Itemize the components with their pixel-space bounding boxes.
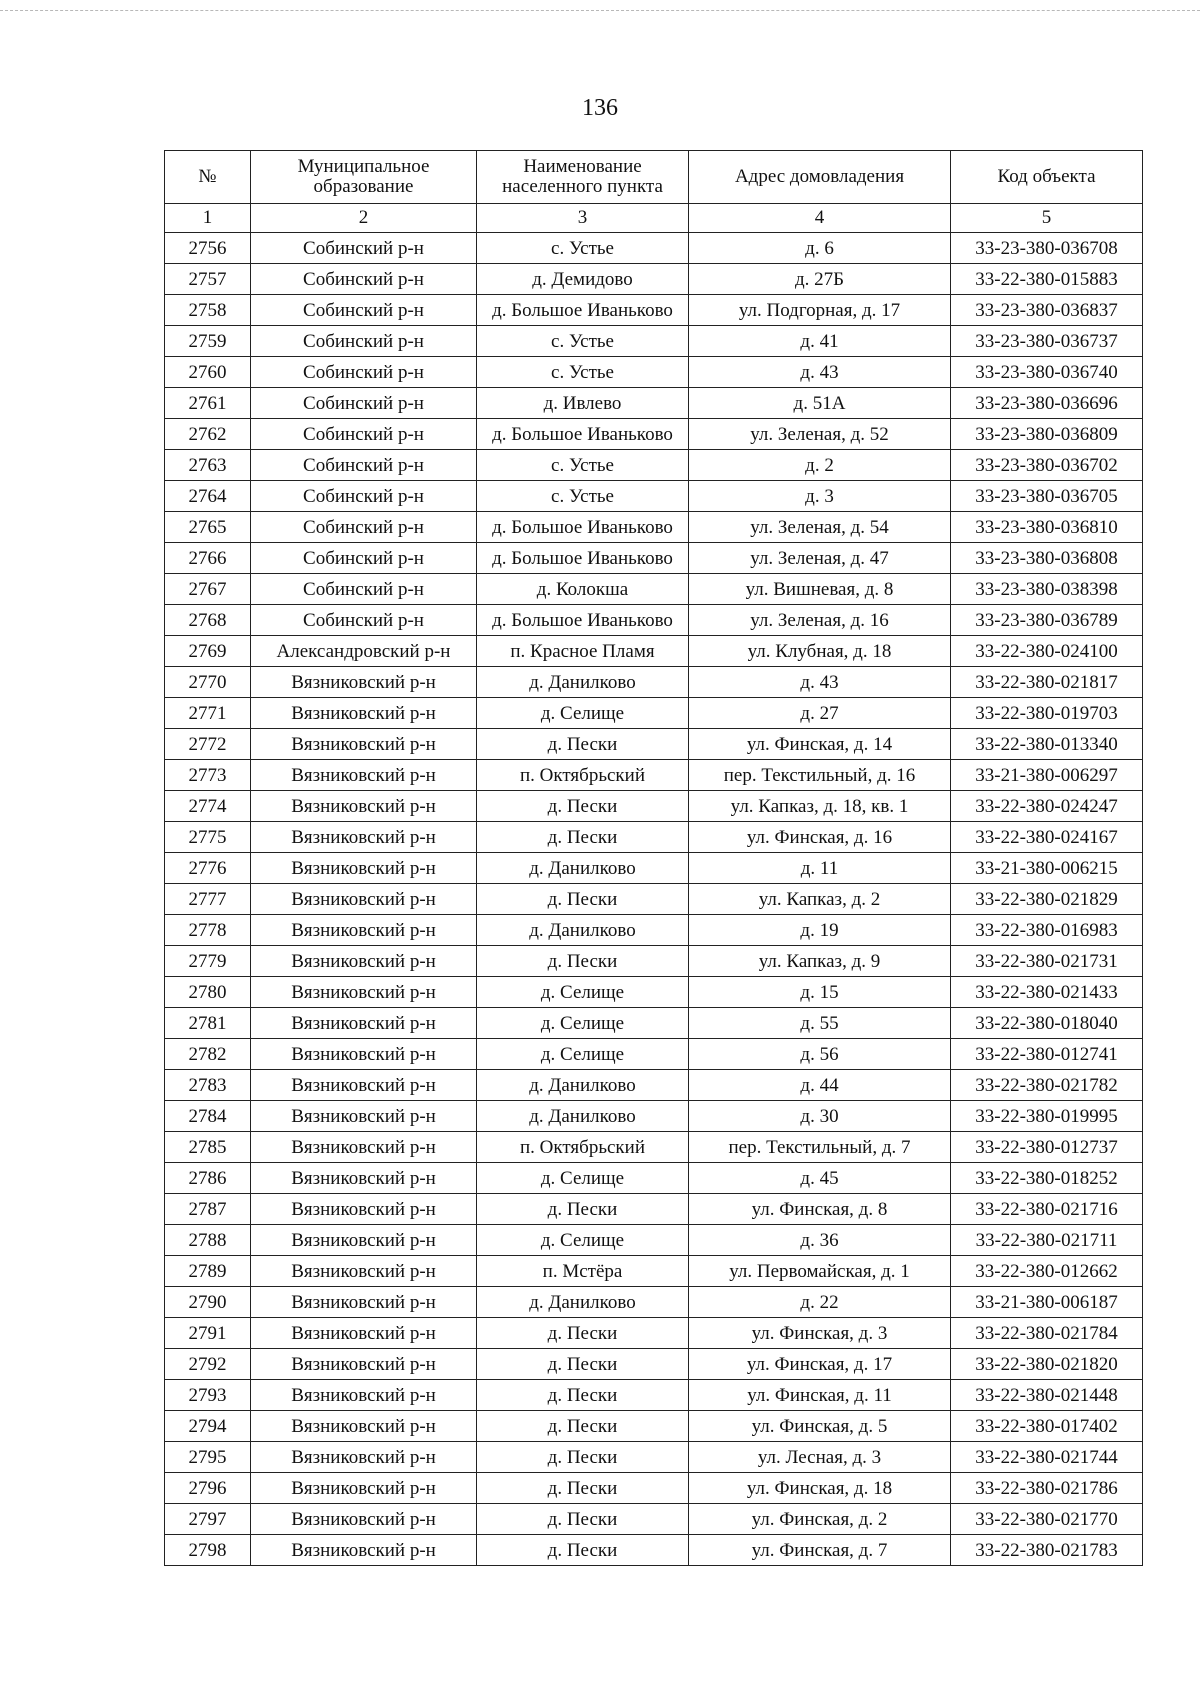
municipality-cell: Собинский р-н xyxy=(251,574,477,605)
municipality-cell: Вязниковский р-н xyxy=(251,1008,477,1039)
address-cell: ул. Первомайская, д. 1 xyxy=(689,1256,951,1287)
row-number: 2788 xyxy=(165,1225,251,1256)
column-number: 4 xyxy=(689,204,951,233)
address-cell: д. 27 xyxy=(689,698,951,729)
table-row xyxy=(165,1287,1143,1318)
row-number: 2785 xyxy=(165,1132,251,1163)
municipality-cell: Вязниковский р-н xyxy=(251,822,477,853)
table-row xyxy=(165,326,1143,357)
address-cell: ул. Финская, д. 11 xyxy=(689,1380,951,1411)
municipality-cell: Вязниковский р-н xyxy=(251,946,477,977)
address-cell: д. 30 xyxy=(689,1101,951,1132)
row-number: 2778 xyxy=(165,915,251,946)
settlement-cell: д. Большое Иваньково xyxy=(477,512,689,543)
object-code-cell: 33-23-380-036789 xyxy=(951,605,1143,636)
settlement-cell: д. Селище xyxy=(477,1008,689,1039)
row-number: 2784 xyxy=(165,1101,251,1132)
municipality-cell: Вязниковский р-н xyxy=(251,1442,477,1473)
row-number: 2774 xyxy=(165,791,251,822)
table-row xyxy=(165,1318,1143,1349)
settlement-cell: п. Красное Пламя xyxy=(477,636,689,667)
municipality-cell: Собинский р-н xyxy=(251,388,477,419)
table-row xyxy=(165,760,1143,791)
row-number: 2776 xyxy=(165,853,251,884)
address-cell: д. 41 xyxy=(689,326,951,357)
address-cell: д. 2 xyxy=(689,450,951,481)
row-number: 2756 xyxy=(165,233,251,264)
object-code-cell: 33-22-380-021433 xyxy=(951,977,1143,1008)
column-number: 1 xyxy=(165,204,251,233)
table-row xyxy=(165,1535,1143,1566)
settlement-cell: д. Селище xyxy=(477,698,689,729)
column-number: 5 xyxy=(951,204,1143,233)
address-cell: ул. Финская, д. 5 xyxy=(689,1411,951,1442)
object-code-cell: 33-22-380-021770 xyxy=(951,1504,1143,1535)
table-row xyxy=(165,543,1143,574)
municipality-cell: Вязниковский р-н xyxy=(251,1225,477,1256)
municipality-cell: Вязниковский р-н xyxy=(251,1132,477,1163)
municipality-cell: Собинский р-н xyxy=(251,357,477,388)
object-code-cell: 33-23-380-036837 xyxy=(951,295,1143,326)
address-cell: ул. Зеленая, д. 47 xyxy=(689,543,951,574)
municipality-cell: Вязниковский р-н xyxy=(251,791,477,822)
address-cell: ул. Зеленая, д. 16 xyxy=(689,605,951,636)
table-row xyxy=(165,1008,1143,1039)
row-number: 2794 xyxy=(165,1411,251,1442)
table-row xyxy=(165,264,1143,295)
municipality-cell: Вязниковский р-н xyxy=(251,1535,477,1566)
address-cell: пер. Текстильный, д. 7 xyxy=(689,1132,951,1163)
object-code-cell: 33-22-380-024100 xyxy=(951,636,1143,667)
object-code-cell: 33-23-380-038398 xyxy=(951,574,1143,605)
address-cell: ул. Капказ, д. 18, кв. 1 xyxy=(689,791,951,822)
municipality-cell: Собинский р-н xyxy=(251,326,477,357)
table-row xyxy=(165,1473,1143,1504)
object-code-cell: 33-22-380-019995 xyxy=(951,1101,1143,1132)
row-number: 2795 xyxy=(165,1442,251,1473)
table-header xyxy=(165,151,1143,233)
table-row xyxy=(165,1504,1143,1535)
address-cell: д. 56 xyxy=(689,1039,951,1070)
object-code-cell: 33-22-380-021784 xyxy=(951,1318,1143,1349)
municipality-cell: Александровский р-н xyxy=(251,636,477,667)
municipality-cell: Вязниковский р-н xyxy=(251,1473,477,1504)
row-number: 2760 xyxy=(165,357,251,388)
address-cell: д. 36 xyxy=(689,1225,951,1256)
settlement-cell: д. Пески xyxy=(477,1442,689,1473)
address-cell: ул. Капказ, д. 2 xyxy=(689,884,951,915)
table-row xyxy=(165,481,1143,512)
object-code-cell: 33-22-380-024247 xyxy=(951,791,1143,822)
table-row xyxy=(165,1101,1143,1132)
row-number: 2762 xyxy=(165,419,251,450)
row-number: 2797 xyxy=(165,1504,251,1535)
settlement-cell: д. Данилково xyxy=(477,1070,689,1101)
header-municipality: Муниципальное образование xyxy=(251,151,477,204)
table-row xyxy=(165,667,1143,698)
settlement-cell: д. Селище xyxy=(477,977,689,1008)
municipality-cell: Вязниковский р-н xyxy=(251,1411,477,1442)
row-number: 2796 xyxy=(165,1473,251,1504)
object-code-cell: 33-22-380-015883 xyxy=(951,264,1143,295)
table-row xyxy=(165,1225,1143,1256)
settlement-cell: д. Пески xyxy=(477,946,689,977)
row-number: 2783 xyxy=(165,1070,251,1101)
table-row xyxy=(165,791,1143,822)
address-cell: д. 22 xyxy=(689,1287,951,1318)
address-cell: пер. Текстильный, д. 16 xyxy=(689,760,951,791)
row-number: 2777 xyxy=(165,884,251,915)
object-code-cell: 33-22-380-018040 xyxy=(951,1008,1143,1039)
settlement-cell: д. Пески xyxy=(477,729,689,760)
row-number: 2772 xyxy=(165,729,251,760)
object-code-cell: 33-22-380-016983 xyxy=(951,915,1143,946)
municipality-cell: Собинский р-н xyxy=(251,450,477,481)
table-row xyxy=(165,977,1143,1008)
object-code-cell: 33-22-380-021448 xyxy=(951,1380,1143,1411)
settlement-cell: п. Октябрьский xyxy=(477,760,689,791)
object-code-cell: 33-22-380-021744 xyxy=(951,1442,1143,1473)
header-row xyxy=(165,151,1143,204)
object-code-cell: 33-22-380-021716 xyxy=(951,1194,1143,1225)
row-number: 2792 xyxy=(165,1349,251,1380)
object-code-cell: 33-22-380-012662 xyxy=(951,1256,1143,1287)
municipality-cell: Вязниковский р-н xyxy=(251,1287,477,1318)
settlement-cell: д. Селище xyxy=(477,1225,689,1256)
settlement-cell: д. Данилково xyxy=(477,915,689,946)
row-number: 2786 xyxy=(165,1163,251,1194)
object-code-cell: 33-22-380-021711 xyxy=(951,1225,1143,1256)
municipality-cell: Вязниковский р-н xyxy=(251,1163,477,1194)
row-number: 2789 xyxy=(165,1256,251,1287)
row-number: 2790 xyxy=(165,1287,251,1318)
table-row xyxy=(165,1349,1143,1380)
settlement-cell: д. Пески xyxy=(477,1411,689,1442)
settlement-cell: д. Пески xyxy=(477,1349,689,1380)
address-cell: д. 51А xyxy=(689,388,951,419)
settlement-cell: д. Демидово xyxy=(477,264,689,295)
address-cell: ул. Зеленая, д. 52 xyxy=(689,419,951,450)
row-number: 2771 xyxy=(165,698,251,729)
municipality-cell: Вязниковский р-н xyxy=(251,1039,477,1070)
municipality-cell: Вязниковский р-н xyxy=(251,853,477,884)
settlement-cell: с. Устье xyxy=(477,357,689,388)
header-object-code: Код объекта xyxy=(951,151,1143,204)
scan-edge-line xyxy=(0,10,1200,11)
object-code-cell: 33-22-380-012737 xyxy=(951,1132,1143,1163)
address-cell: ул. Финская, д. 16 xyxy=(689,822,951,853)
settlement-cell: д. Данилково xyxy=(477,853,689,884)
address-cell: д. 15 xyxy=(689,977,951,1008)
column-number: 3 xyxy=(477,204,689,233)
table-row xyxy=(165,636,1143,667)
table-row xyxy=(165,419,1143,450)
municipality-cell: Собинский р-н xyxy=(251,543,477,574)
address-cell: д. 45 xyxy=(689,1163,951,1194)
table-row xyxy=(165,512,1143,543)
row-number: 2763 xyxy=(165,450,251,481)
settlement-cell: д. Пески xyxy=(477,1318,689,1349)
address-cell: д. 11 xyxy=(689,853,951,884)
object-code-cell: 33-23-380-036737 xyxy=(951,326,1143,357)
address-cell: д. 27Б xyxy=(689,264,951,295)
table-row xyxy=(165,233,1143,264)
object-code-cell: 33-22-380-021829 xyxy=(951,884,1143,915)
settlement-cell: д. Пески xyxy=(477,791,689,822)
municipality-cell: Вязниковский р-н xyxy=(251,729,477,760)
object-code-cell: 33-21-380-006187 xyxy=(951,1287,1143,1318)
header-number: № xyxy=(165,151,251,204)
municipality-cell: Собинский р-н xyxy=(251,233,477,264)
municipality-cell: Вязниковский р-н xyxy=(251,884,477,915)
row-number: 2787 xyxy=(165,1194,251,1225)
row-number: 2773 xyxy=(165,760,251,791)
row-number: 2765 xyxy=(165,512,251,543)
municipality-cell: Вязниковский р-н xyxy=(251,977,477,1008)
address-cell: ул. Финская, д. 17 xyxy=(689,1349,951,1380)
municipality-cell: Вязниковский р-н xyxy=(251,1349,477,1380)
address-cell: ул. Финская, д. 2 xyxy=(689,1504,951,1535)
row-number: 2758 xyxy=(165,295,251,326)
settlement-cell: д. Пески xyxy=(477,884,689,915)
municipality-cell: Вязниковский р-н xyxy=(251,667,477,698)
table-row xyxy=(165,1380,1143,1411)
address-cell: д. 44 xyxy=(689,1070,951,1101)
address-cell: д. 43 xyxy=(689,667,951,698)
table-row xyxy=(165,295,1143,326)
address-cell: ул. Капказ, д. 9 xyxy=(689,946,951,977)
address-cell: ул. Финская, д. 7 xyxy=(689,1535,951,1566)
municipality-cell: Вязниковский р-н xyxy=(251,698,477,729)
address-cell: ул. Финская, д. 8 xyxy=(689,1194,951,1225)
settlement-cell: с. Устье xyxy=(477,233,689,264)
settlement-cell: д. Пески xyxy=(477,1473,689,1504)
row-number: 2764 xyxy=(165,481,251,512)
table-row xyxy=(165,915,1143,946)
municipality-cell: Вязниковский р-н xyxy=(251,1101,477,1132)
table-row xyxy=(165,822,1143,853)
settlement-cell: с. Устье xyxy=(477,326,689,357)
row-number: 2798 xyxy=(165,1535,251,1566)
table-row xyxy=(165,574,1143,605)
settlement-cell: д. Большое Иваньково xyxy=(477,419,689,450)
object-code-cell: 33-22-380-019703 xyxy=(951,698,1143,729)
row-number: 2767 xyxy=(165,574,251,605)
settlement-cell: д. Большое Иваньково xyxy=(477,605,689,636)
header-settlement: Наименование населенного пункта xyxy=(477,151,689,204)
address-cell: ул. Зеленая, д. 54 xyxy=(689,512,951,543)
object-code-cell: 33-22-380-024167 xyxy=(951,822,1143,853)
settlement-cell: д. Пески xyxy=(477,1194,689,1225)
settlement-cell: д. Большое Иваньково xyxy=(477,543,689,574)
page-number: 136 xyxy=(582,95,618,121)
object-code-cell: 33-22-380-021783 xyxy=(951,1535,1143,1566)
municipality-cell: Вязниковский р-н xyxy=(251,1256,477,1287)
row-number: 2782 xyxy=(165,1039,251,1070)
table-row xyxy=(165,1132,1143,1163)
table-row xyxy=(165,1411,1143,1442)
settlement-cell: д. Пески xyxy=(477,1504,689,1535)
object-code-cell: 33-23-380-036810 xyxy=(951,512,1143,543)
row-number: 2768 xyxy=(165,605,251,636)
table-row xyxy=(165,357,1143,388)
column-number: 2 xyxy=(251,204,477,233)
settlement-cell: д. Пески xyxy=(477,1535,689,1566)
table-row xyxy=(165,1256,1143,1287)
object-code-cell: 33-23-380-036808 xyxy=(951,543,1143,574)
registry-table xyxy=(164,150,1143,1566)
municipality-cell: Собинский р-н xyxy=(251,481,477,512)
table-row xyxy=(165,388,1143,419)
row-number: 2791 xyxy=(165,1318,251,1349)
municipality-cell: Собинский р-н xyxy=(251,295,477,326)
table-row xyxy=(165,853,1143,884)
object-code-cell: 33-22-380-017402 xyxy=(951,1411,1143,1442)
table-row xyxy=(165,450,1143,481)
settlement-cell: п. Октябрьский xyxy=(477,1132,689,1163)
address-cell: ул. Лесная, д. 3 xyxy=(689,1442,951,1473)
table-row xyxy=(165,1070,1143,1101)
table-row xyxy=(165,884,1143,915)
row-number: 2793 xyxy=(165,1380,251,1411)
object-code-cell: 33-23-380-036740 xyxy=(951,357,1143,388)
municipality-cell: Вязниковский р-н xyxy=(251,1070,477,1101)
row-number: 2775 xyxy=(165,822,251,853)
settlement-cell: д. Данилково xyxy=(477,1287,689,1318)
object-code-cell: 33-22-380-021817 xyxy=(951,667,1143,698)
row-number: 2757 xyxy=(165,264,251,295)
address-cell: ул. Вишневая, д. 8 xyxy=(689,574,951,605)
address-cell: ул. Финская, д. 3 xyxy=(689,1318,951,1349)
address-cell: ул. Клубная, д. 18 xyxy=(689,636,951,667)
table-row xyxy=(165,1039,1143,1070)
settlement-cell: д. Большое Иваньково xyxy=(477,295,689,326)
address-cell: ул. Финская, д. 18 xyxy=(689,1473,951,1504)
address-cell: д. 43 xyxy=(689,357,951,388)
object-code-cell: 33-22-380-013340 xyxy=(951,729,1143,760)
municipality-cell: Вязниковский р-н xyxy=(251,1318,477,1349)
object-code-cell: 33-21-380-006297 xyxy=(951,760,1143,791)
municipality-cell: Вязниковский р-н xyxy=(251,1194,477,1225)
municipality-cell: Собинский р-н xyxy=(251,512,477,543)
row-number: 2759 xyxy=(165,326,251,357)
table-row xyxy=(165,1163,1143,1194)
municipality-cell: Вязниковский р-н xyxy=(251,915,477,946)
municipality-cell: Собинский р-н xyxy=(251,605,477,636)
row-number: 2761 xyxy=(165,388,251,419)
table-body xyxy=(165,233,1143,1566)
row-number: 2781 xyxy=(165,1008,251,1039)
object-code-cell: 33-22-380-021786 xyxy=(951,1473,1143,1504)
settlement-cell: д. Селище xyxy=(477,1163,689,1194)
row-number: 2770 xyxy=(165,667,251,698)
table-row xyxy=(165,1442,1143,1473)
settlement-cell: д. Ивлево xyxy=(477,388,689,419)
municipality-cell: Вязниковский р-н xyxy=(251,1380,477,1411)
address-cell: д. 19 xyxy=(689,915,951,946)
settlement-cell: п. Мстёра xyxy=(477,1256,689,1287)
settlement-cell: д. Селище xyxy=(477,1039,689,1070)
address-cell: д. 55 xyxy=(689,1008,951,1039)
settlement-cell: д. Данилково xyxy=(477,1101,689,1132)
object-code-cell: 33-23-380-036702 xyxy=(951,450,1143,481)
settlement-cell: с. Устье xyxy=(477,450,689,481)
table-row xyxy=(165,605,1143,636)
object-code-cell: 33-22-380-018252 xyxy=(951,1163,1143,1194)
settlement-cell: д. Пески xyxy=(477,1380,689,1411)
table-row xyxy=(165,729,1143,760)
address-cell: ул. Финская, д. 14 xyxy=(689,729,951,760)
object-code-cell: 33-23-380-036809 xyxy=(951,419,1143,450)
settlement-cell: с. Устье xyxy=(477,481,689,512)
object-code-cell: 33-22-380-021820 xyxy=(951,1349,1143,1380)
municipality-cell: Собинский р-н xyxy=(251,264,477,295)
object-code-cell: 33-23-380-036708 xyxy=(951,233,1143,264)
settlement-cell: д. Пески xyxy=(477,822,689,853)
header-address: Адрес домовладения xyxy=(689,151,951,204)
object-code-cell: 33-23-380-036705 xyxy=(951,481,1143,512)
object-code-cell: 33-23-380-036696 xyxy=(951,388,1143,419)
object-code-cell: 33-22-380-021782 xyxy=(951,1070,1143,1101)
address-cell: д. 6 xyxy=(689,233,951,264)
settlement-cell: д. Данилково xyxy=(477,667,689,698)
row-number: 2779 xyxy=(165,946,251,977)
table-row xyxy=(165,1194,1143,1225)
object-code-cell: 33-22-380-021731 xyxy=(951,946,1143,977)
column-number-row xyxy=(165,204,1143,233)
municipality-cell: Вязниковский р-н xyxy=(251,1504,477,1535)
row-number: 2769 xyxy=(165,636,251,667)
object-code-cell: 33-21-380-006215 xyxy=(951,853,1143,884)
row-number: 2780 xyxy=(165,977,251,1008)
municipality-cell: Вязниковский р-н xyxy=(251,760,477,791)
address-cell: д. 3 xyxy=(689,481,951,512)
municipality-cell: Собинский р-н xyxy=(251,419,477,450)
address-cell: ул. Подгорная, д. 17 xyxy=(689,295,951,326)
settlement-cell: д. Колокша xyxy=(477,574,689,605)
row-number: 2766 xyxy=(165,543,251,574)
table-row xyxy=(165,946,1143,977)
object-code-cell: 33-22-380-012741 xyxy=(951,1039,1143,1070)
table-row xyxy=(165,698,1143,729)
